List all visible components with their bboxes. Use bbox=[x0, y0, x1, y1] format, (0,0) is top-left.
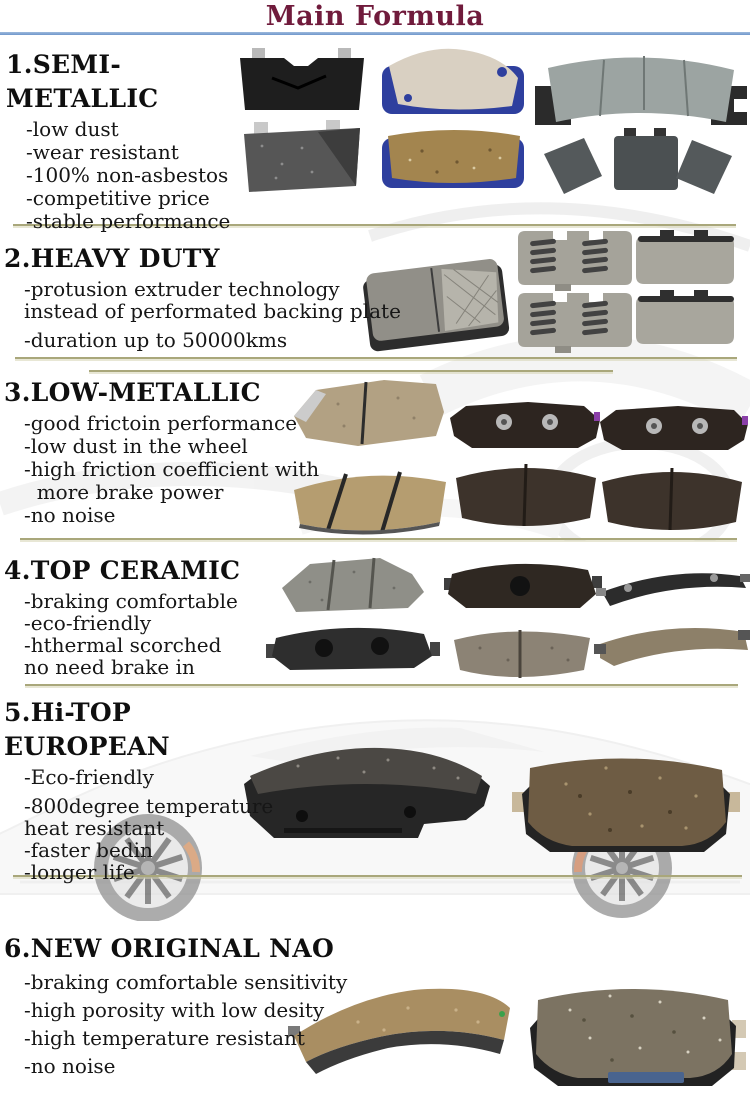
brake-pad-image-european-right bbox=[510, 734, 742, 864]
pads-trio-dark bbox=[544, 128, 732, 194]
bullet-list bbox=[4, 590, 304, 678]
bullet-item: -low dust in the wheel bbox=[24, 434, 248, 458]
bullet-item: -high temperature resistant bbox=[24, 1026, 305, 1050]
bullet-item: no need brake in bbox=[24, 655, 195, 679]
bullet-item: -faster bedin bbox=[24, 838, 153, 862]
pad-lm-mid-bottom bbox=[456, 464, 596, 526]
bullet-item: -competitive price bbox=[26, 186, 210, 210]
pad-lm-right-top bbox=[600, 406, 748, 450]
bullet-list bbox=[6, 118, 266, 233]
bullet-item: -high porosity with low desity bbox=[24, 998, 325, 1022]
section-heading: 1.SEMI-METALLIC bbox=[6, 50, 159, 113]
brake-pads-image-semi-metallic bbox=[232, 36, 750, 206]
pad-tc-mid-top bbox=[444, 564, 602, 608]
pad-lm-mid-top bbox=[450, 402, 600, 448]
bullet-item: -protusion extruder technology bbox=[24, 277, 340, 301]
bullet-item: -good frictoin performance bbox=[24, 411, 298, 435]
bullet-item: -longer life bbox=[24, 860, 135, 884]
bullet-item: -high friction coefficient with bbox=[24, 457, 320, 481]
pad-hd-middle-bottom bbox=[518, 293, 632, 353]
pad-tc-mid-bottom bbox=[454, 630, 590, 678]
brake-pads-image-heavy-duty bbox=[350, 222, 750, 357]
pad-tc-right-bottom bbox=[594, 628, 750, 666]
pad-tc-right-top bbox=[596, 573, 750, 606]
section-top-ceramic bbox=[4, 554, 304, 678]
bullet-item: -duration up to 50000kms bbox=[24, 328, 288, 352]
bullet-item: -wear resistant bbox=[26, 140, 179, 164]
brake-pads-image-low-metallic bbox=[288, 374, 750, 538]
brake-pads-image-top-ceramic bbox=[262, 548, 750, 680]
brake-pad-image-nao-right bbox=[520, 960, 750, 1088]
bullet-list bbox=[4, 278, 404, 351]
section-heading: 4.TOP CERAMIC bbox=[4, 556, 241, 585]
pad-lm-right-bottom bbox=[602, 468, 742, 530]
section-heading: 6.NEW ORIGINAL NAO bbox=[4, 934, 335, 963]
pad-hd-middle-top bbox=[518, 231, 632, 291]
section-new-original-nao bbox=[4, 932, 354, 1080]
bullet-item: -no noise bbox=[24, 1054, 116, 1078]
section-heavy-duty bbox=[4, 242, 404, 351]
separator-4 bbox=[25, 684, 738, 686]
bullet-item: -Eco-friendly bbox=[24, 765, 154, 789]
bullet-list bbox=[4, 412, 334, 527]
bullet-list bbox=[4, 766, 294, 883]
bullet-item: -no noise bbox=[24, 503, 116, 527]
bullet-item: -800degree temperature bbox=[24, 794, 274, 818]
bullet-item: -eco-friendly bbox=[24, 611, 152, 635]
bullet-item: heat resistant bbox=[24, 816, 165, 840]
bullet-item: instead of performated backing plate bbox=[24, 299, 401, 323]
bullet-item: more brake power bbox=[24, 480, 224, 504]
page-title: Main Formula bbox=[265, 1, 485, 32]
bullet-item: -braking comfortable bbox=[24, 589, 238, 613]
section-heading: 3.LOW-METALLIC bbox=[4, 378, 261, 407]
bullet-item: -100% non-asbestos bbox=[26, 163, 229, 187]
section-heading: 2.HEAVY DUTY bbox=[4, 244, 220, 273]
separator-3 bbox=[20, 538, 737, 540]
separator-2b bbox=[89, 370, 613, 372]
bullet-item: -stable performance bbox=[26, 209, 231, 233]
bullet-item: -hthermal scorched bbox=[24, 633, 222, 657]
pad-hd-right-top bbox=[636, 230, 734, 284]
separator-2a bbox=[15, 357, 737, 359]
pad-blue-tan bbox=[382, 130, 524, 188]
pad-wide-gray bbox=[535, 56, 747, 125]
bullet-list bbox=[4, 968, 354, 1080]
section-low-metallic bbox=[4, 376, 334, 527]
section-semi-metallic bbox=[6, 48, 266, 233]
pad-blue-cream bbox=[382, 49, 524, 114]
section-heading: 5.Hi-TOP EUROPEAN bbox=[4, 698, 170, 761]
pad-hd-right-bottom bbox=[636, 290, 734, 344]
section-hi-top-european bbox=[4, 696, 294, 883]
bullet-item: -low dust bbox=[26, 117, 119, 141]
bullet-item: -braking comfortable sensitivity bbox=[24, 970, 348, 994]
title-underline bbox=[0, 32, 750, 35]
